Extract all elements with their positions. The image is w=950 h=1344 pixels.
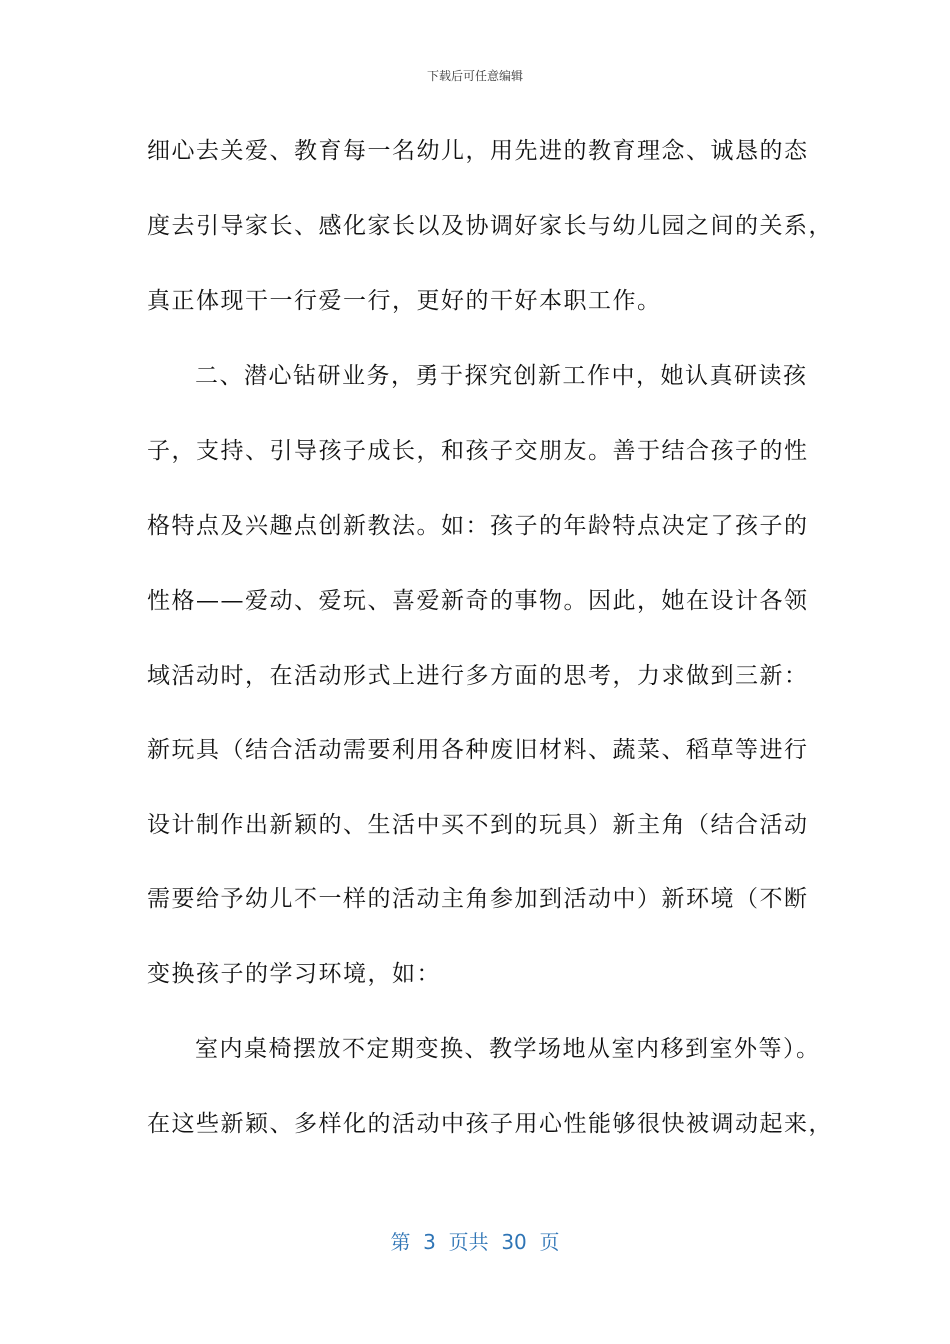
paragraph-line: 变换孩子的学习环境，如：	[147, 961, 441, 987]
paragraph-line: 性格——爱动、爱玩、喜爱新奇的事物。因此，她在设计各领	[147, 588, 809, 614]
page-number-footer: 第 3 页共 30 页	[390, 1230, 560, 1254]
paragraph-line: 在这些新颖、多样化的活动中孩子用心性能够很快被调动起来，	[147, 1111, 833, 1137]
paragraph-line: 度去引导家长、感化家长以及协调好家长与幼儿园之间的关系，	[147, 213, 833, 239]
paragraph-line: 设计制作出新颖的、生活中买不到的玩具）新主角（结合活动	[147, 812, 809, 838]
header-note: 下载后可任意编辑	[426, 69, 523, 83]
paragraph-line: 二、潜心钻研业务，勇于探究创新工作中，她认真研读孩	[195, 363, 808, 389]
paragraph-line: 需要给予幼儿不一样的活动主角参加到活动中）新环境（不断	[147, 886, 809, 912]
paragraph-line: 格特点及兴趣点创新教法。如：孩子的年龄特点决定了孩子的	[147, 513, 809, 539]
paragraph-line: 细心去关爱、教育每一名幼儿，用先进的教育理念、诚恳的态	[147, 138, 809, 164]
paragraph-line: 新玩具（结合活动需要利用各种废旧材料、蔬菜、稻草等进行	[147, 737, 809, 763]
paragraph-line: 室内桌椅摆放不定期变换、教学场地从室内移到室外等）。	[195, 1036, 821, 1062]
paragraph-line: 真正体现干一行爱一行，更好的干好本职工作。	[147, 288, 662, 314]
paragraph-line: 域活动时，在活动形式上进行多方面的思考，力求做到三新：	[147, 663, 809, 689]
paragraph-line: 子，支持、引导孩子成长，和孩子交朋友。善于结合孩子的性	[147, 438, 809, 464]
